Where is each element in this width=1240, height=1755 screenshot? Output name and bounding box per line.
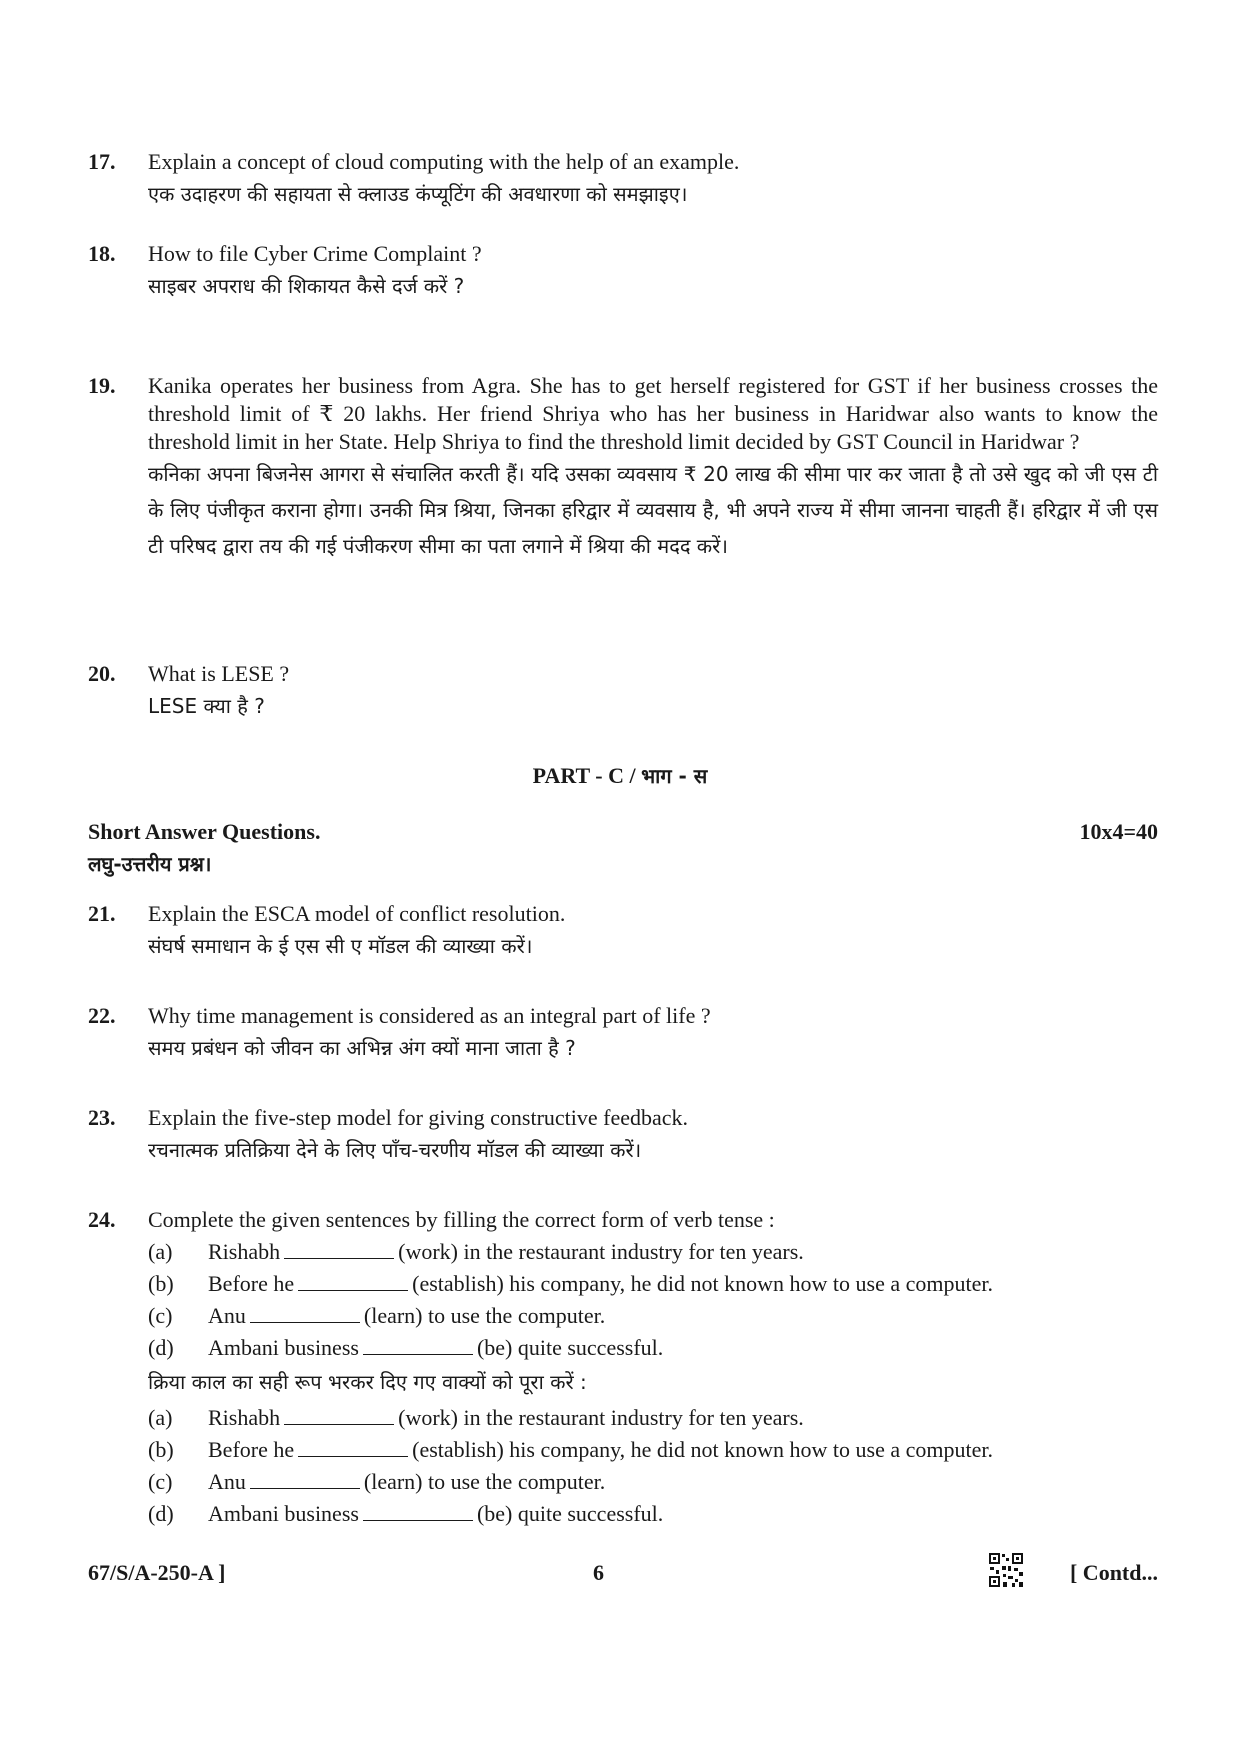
fill-blank <box>250 1302 360 1323</box>
sub-label: (b) <box>148 1437 174 1462</box>
section-title-en: Short Answer Questions. <box>88 819 321 844</box>
fill-blank <box>363 1500 473 1521</box>
question-number: 21. <box>88 901 116 926</box>
sub-questions-en <box>148 1236 1158 1364</box>
question-text-en: Explain a concept of cloud computing with the help of an example. <box>148 149 740 174</box>
sub-question <box>148 1466 1158 1498</box>
question-text-hi: LESE क्या है ? <box>148 694 265 718</box>
fill-blank <box>284 1238 394 1259</box>
question-20 <box>88 660 1158 724</box>
question-text-hi: समय प्रबंधन को जीवन का अभिन्न अंग क्यों माना जाता है ? <box>148 1036 576 1060</box>
qr-code-icon <box>988 1552 1024 1588</box>
sub-question <box>148 1402 1158 1434</box>
sentence-end: (work) in the restaurant industry for ten years. <box>398 1239 804 1264</box>
question-text-hi: संघर्ष समाधान के ई एस सी ए मॉडल की व्याख्या करें। <box>148 934 533 958</box>
sub-question <box>148 1498 1158 1530</box>
question-text-hi: कनिका अपना बिजनेस आगरा से संचालित करती हैं। यदि उसका व्यवसाय ₹ 20 लाख की सीमा पार कर जाता है तो उसे खुद को जी एस टी के लिए पंजीकृत कराना होगा। उनकी मित्र श्रिया, जिनका हरिद्वार में व्यवसाय है, भी अपने राज्य में सीमा जानना चाहती हैं। हरिद्वार में जी एस टी परिषद द्वारा तय की गई पंजीकरण सीमा का पता लगाने में श्रिया की मदद करें। <box>148 462 1158 558</box>
fill-blank <box>250 1468 360 1489</box>
sub-question <box>148 1434 1158 1466</box>
sub-questions-hi-section <box>148 1402 1158 1530</box>
question-23 <box>88 1104 1158 1168</box>
fill-blank <box>298 1436 408 1457</box>
question-24 <box>88 1206 1158 1530</box>
sub-question <box>148 1268 1158 1300</box>
question-text-hi: रचनात्मक प्रतिक्रिया देने के लिए पाँच-चरणीय मॉडल की व्याख्या करें। <box>148 1138 642 1162</box>
continued-label: [ Contd... <box>1069 1560 1158 1585</box>
sub-question <box>148 1332 1158 1364</box>
sentence-start: Before he <box>208 1437 295 1462</box>
page-number: 6 <box>593 1560 604 1585</box>
marks-allocation: 10x4=40 <box>1079 819 1158 844</box>
sentence-start: Rishabh <box>208 1239 281 1264</box>
question-number: 22. <box>88 1003 116 1028</box>
sentence-start: Anu <box>208 1303 246 1328</box>
sentence-end: (be) quite successful. <box>476 1335 664 1360</box>
question-number: 24. <box>88 1207 116 1232</box>
question-text-en: Kanika operates her business from Agra. She has to get herself registered for GST if her business crosses the threshold limit of ₹ 20 lakhs. Her friend Shriya who has her business in Haridwar also wants to know the threshold limit in her State. Help Shriya to find the threshold limit decided by GST Council in Haridwar ? <box>148 373 1158 454</box>
question-number: 19. <box>88 373 116 398</box>
question-22 <box>88 1002 1158 1066</box>
fill-blank <box>363 1334 473 1355</box>
question-text-en: Explain the ESCA model of conflict resolution. <box>148 901 566 926</box>
question-text-en: What is LESE ? <box>148 661 290 686</box>
sub-label: (c) <box>148 1469 173 1494</box>
question-number: 18. <box>88 241 116 266</box>
sub-label: (d) <box>148 1335 174 1360</box>
question-text-en: Complete the given sentences by filling the correct form of verb tense : <box>148 1207 775 1232</box>
sentence-end: (establish) his company, he did not known how to use a computer. <box>412 1437 993 1462</box>
sentence-start: Anu <box>208 1469 246 1494</box>
sub-label: (d) <box>148 1501 174 1526</box>
question-17 <box>88 148 1158 212</box>
sentence-end: (work) in the restaurant industry for ten years. <box>398 1405 804 1430</box>
sentence-end: (learn) to use the computer. <box>363 1303 606 1328</box>
question-number: 17. <box>88 149 116 174</box>
sentence-end: (be) quite successful. <box>476 1501 664 1526</box>
section-heading <box>88 818 1158 882</box>
sub-label: (b) <box>148 1271 174 1296</box>
sentence-start: Rishabh <box>208 1405 281 1430</box>
paper-code: 67/S/A-250-A ] <box>88 1560 226 1585</box>
part-heading-en: PART - C / <box>532 763 636 788</box>
fill-blank <box>284 1404 394 1425</box>
sentence-start: Ambani business <box>208 1335 359 1360</box>
section-title-hi: लघु-उत्तरीय प्रश्न। <box>88 852 212 876</box>
question-number: 23. <box>88 1105 116 1130</box>
question-text-en: How to file Cyber Crime Complaint ? <box>148 241 482 266</box>
sub-label: (a) <box>148 1239 173 1264</box>
question-text-hi: क्रिया काल का सही रूप भरकर दिए गए वाक्यों को पूरा करें : <box>148 1370 587 1394</box>
sentence-end: (learn) to use the computer. <box>363 1469 606 1494</box>
question-text-en: Explain the five-step model for giving constructive feedback. <box>148 1105 689 1130</box>
sub-label: (c) <box>148 1303 173 1328</box>
question-21 <box>88 900 1158 964</box>
sub-question <box>148 1300 1158 1332</box>
fill-blank <box>298 1270 408 1291</box>
question-18 <box>88 240 1158 304</box>
question-text-hi: एक उदाहरण की सहायता से क्लाउड कंप्यूटिंग की अवधारणा को समझाइए। <box>148 182 688 206</box>
part-heading-hi: भाग - स <box>641 764 708 788</box>
sentence-start: Before he <box>208 1271 295 1296</box>
sub-label: (a) <box>148 1405 173 1430</box>
question-text-hi: साइबर अपराध की शिकायत कैसे दर्ज करें ? <box>148 274 465 298</box>
question-text-en: Why time management is considered as an integral part of life ? <box>148 1003 711 1028</box>
question-number: 20. <box>88 661 116 686</box>
sub-question <box>148 1236 1158 1268</box>
question-19 <box>88 372 1158 564</box>
sentence-start: Ambani business <box>208 1501 359 1526</box>
part-c-heading <box>0 762 1240 789</box>
page-footer <box>88 1560 1158 1600</box>
sentence-end: (establish) his company, he did not known how to use a computer. <box>412 1271 993 1296</box>
